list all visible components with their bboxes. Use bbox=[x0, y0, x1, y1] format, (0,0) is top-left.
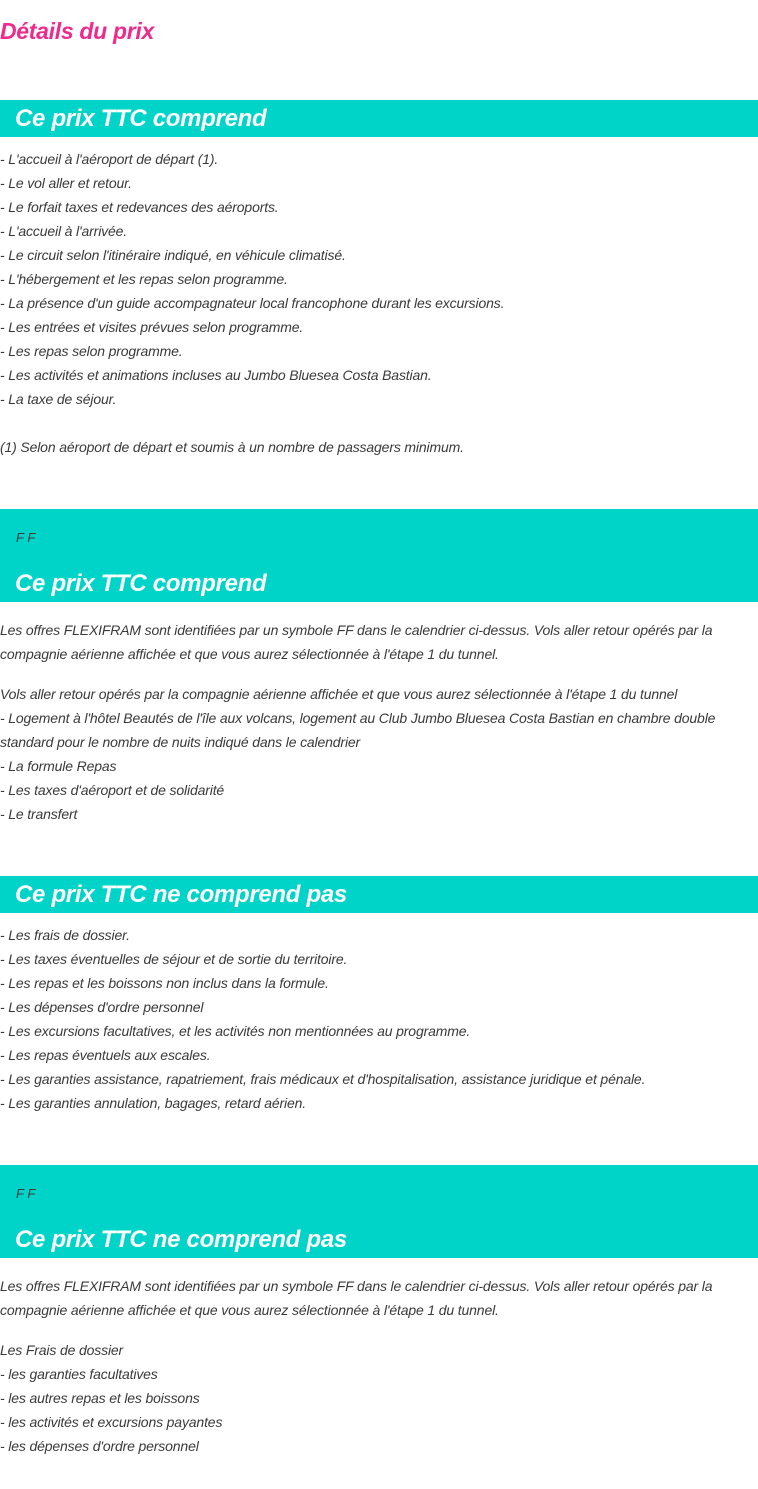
flexifram-not-included-intro bbox=[0, 1274, 745, 1322]
list-item: - les activités et excursions payantes bbox=[0, 1414, 223, 1430]
page-title: Détails du prix bbox=[0, 18, 154, 44]
intro-paragraph: Les offres FLEXIFRAM sont identifiées par un symbole FF dans le calendrier ci-dessus. Vols aller retour opérés par la compagnie aérienne affichée et que vous aurez sélectionnée à l'étape 1 du tunnel. bbox=[0, 622, 713, 662]
intro-paragraph: Les offres FLEXIFRAM sont identifiées par un symbole FF dans le calendrier ci-dessus. Vols aller retour opérés par la compagnie aérienne affichée et que vous aurez sélectionnée à l'étape 1 du tunnel. bbox=[0, 1278, 713, 1318]
list-item: - Les taxes éventuelles de séjour et de sortie du territoire. bbox=[0, 951, 348, 967]
list-item: - Les dépenses d'ordre personnel bbox=[0, 999, 204, 1015]
list-item: - Logement à l'hôtel Beautés de l'île aux volcans, logement au Club Jumbo Bluesea Costa Bastian en chambre double standard pour le nombre de nuits indiqué dans le calendrier bbox=[0, 710, 716, 750]
section-title-included: Ce prix TTC comprend bbox=[15, 105, 267, 132]
list-item: - les autres repas et les boissons bbox=[0, 1390, 200, 1406]
flexifram-included-list bbox=[0, 682, 745, 826]
flexifram-included-intro bbox=[0, 618, 745, 666]
list-item: - Les repas éventuels aux escales. bbox=[0, 1047, 211, 1063]
list-item: - Le circuit selon l'itinéraire indiqué, en véhicule climatisé. bbox=[0, 247, 346, 263]
list-item: - L'accueil à l'arrivée. bbox=[0, 223, 128, 239]
list-item: - Le transfert bbox=[0, 806, 78, 822]
list-item: - Le forfait taxes et redevances des aéroports. bbox=[0, 199, 279, 215]
list-item: - Le vol aller et retour. bbox=[0, 175, 132, 191]
list-item: - Les taxes d'aéroport et de solidarité bbox=[0, 782, 225, 798]
list-item: - La formule Repas bbox=[0, 758, 117, 774]
section-title-flexifram-included: Ce prix TTC comprend bbox=[15, 570, 267, 597]
list-item: - Les entrées et visites prévues selon programme. bbox=[0, 319, 304, 335]
section-title-flexifram-not-included: Ce prix TTC ne comprend pas bbox=[15, 1226, 347, 1253]
list-item: - L'accueil à l'aéroport de départ (1). bbox=[0, 151, 219, 167]
list-item: - Les garanties assistance, rapatriement, frais médicaux et d'hospitalisation, assistance juridique et pénale. bbox=[0, 1071, 646, 1087]
list-item: - Les repas selon programme. bbox=[0, 343, 183, 359]
list-item: Les Frais de dossier bbox=[0, 1342, 124, 1358]
included-list bbox=[0, 147, 758, 411]
list-item: - les garanties facultatives bbox=[0, 1366, 158, 1382]
list-item: Vols aller retour opérés par la compagnie aérienne affichée et que vous aurez sélectionnée à l'étape 1 du tunnel bbox=[0, 686, 678, 702]
list-item: - La taxe de séjour. bbox=[0, 391, 117, 407]
footnote-text: (1) Selon aéroport de départ et soumis à un nombre de passagers minimum. bbox=[0, 439, 464, 455]
section-header-not-included bbox=[0, 876, 758, 913]
section-header-flexifram-included bbox=[0, 509, 758, 602]
section-header-flexifram-not-included bbox=[0, 1165, 758, 1258]
section-header-included bbox=[0, 100, 758, 137]
list-item: - les dépenses d'ordre personnel bbox=[0, 1438, 199, 1454]
section-title-not-included: Ce prix TTC ne comprend pas bbox=[15, 881, 347, 908]
list-item: - Les excursions facultatives, et les activités non mentionnées au programme. bbox=[0, 1023, 471, 1039]
not-included-list bbox=[0, 923, 758, 1115]
ff-badge: F F bbox=[16, 1186, 36, 1201]
list-item: - L'hébergement et les repas selon programme. bbox=[0, 271, 288, 287]
included-footnote bbox=[0, 435, 758, 459]
flexifram-not-included-list bbox=[0, 1338, 758, 1458]
list-item: - Les repas et les boissons non inclus dans la formule. bbox=[0, 975, 329, 991]
list-item: - Les activités et animations incluses au Jumbo Bluesea Costa Bastian. bbox=[0, 367, 432, 383]
ff-badge: F F bbox=[16, 530, 36, 545]
list-item: - La présence d'un guide accompagnateur local francophone durant les excursions. bbox=[0, 295, 505, 311]
list-item: - Les garanties annulation, bagages, retard aérien. bbox=[0, 1095, 307, 1111]
list-item: - Les frais de dossier. bbox=[0, 927, 130, 943]
